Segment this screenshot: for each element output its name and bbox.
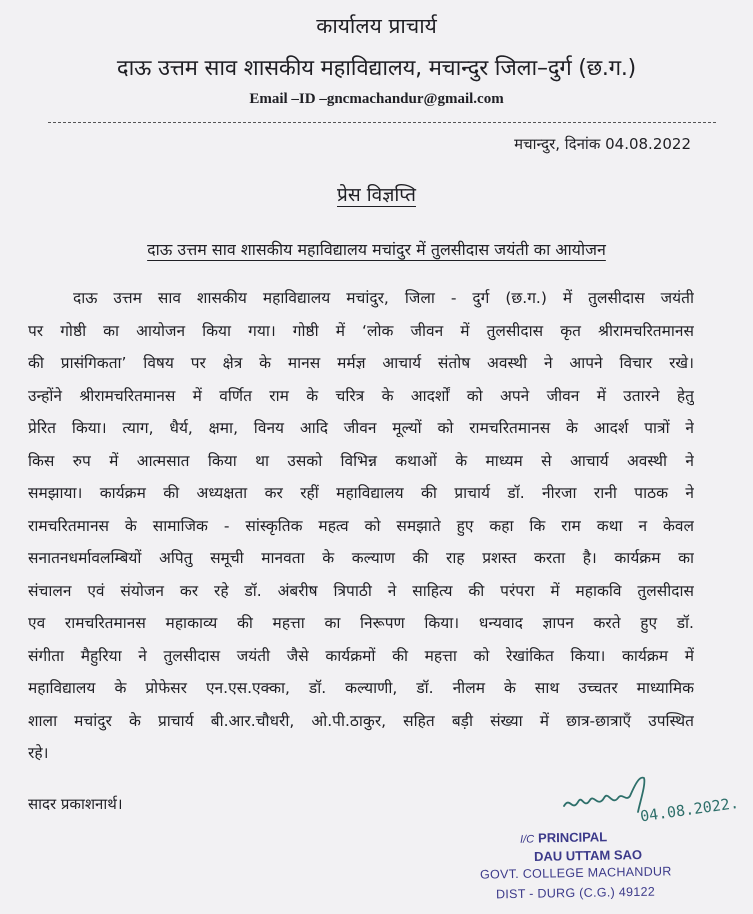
stamp-district: DIST - DURG (C.G.) 49122 — [495, 884, 656, 902]
body-paragraph — [28, 282, 694, 770]
email-line: Email –ID –gncmachandur@gmail.com — [249, 91, 504, 107]
body-line: प्रेरित किया। त्याग, धैर्य, क्षमा, विनय आदि जीवन मूल्यों को रामचरितमानस के आदर्श पात्रों ने — [28, 419, 694, 437]
body-line: पर गोष्ठी का आयोजन किया गया। गोष्ठी में ‘लोक जीवन में तुलसीदास कृत श्रीरामचरितमानस — [28, 321, 694, 340]
stamp-name: DAU UTTAM SAO — [533, 847, 643, 864]
body-line: सनातनधर्मावलम्बियों अपितु समूची मानवता के कल्याण की राह प्रशस्त करता है। कार्यक्रम का — [28, 549, 694, 567]
body-line: की प्रासंगिकता’ विषय पर क्षेत्र के मानस मर्मज्ञ आचार्य संतोष अवस्थी ने आपने विचार रखे। — [28, 354, 694, 372]
stamp-role — [520, 829, 607, 846]
stamp-prefix: I/C — [519, 833, 535, 846]
closing-line: सादर प्रकाशनार्थ। — [28, 795, 123, 813]
header-divider — [48, 122, 716, 123]
body-line: शाला मचांदुर के प्राचार्य बी.आर.चौधरी, ओ.पी.ठाकुर, सहित बड़ी संख्या में छात्र-छात्राएँ उपस्थित — [28, 711, 694, 730]
body-line: संगीता मैहुरिया ने तुलसीदास जयंती जैसे कार्यक्रमों की महत्ता को रेखांकित किया। कार्यक्रम में — [28, 646, 694, 665]
stamp-role-text: PRINCIPAL — [537, 829, 608, 846]
signature-date: 04.08.2022. — [638, 793, 740, 826]
body-line: एव रामचरितमानस महाकाव्य की महत्ता का निरूपण किया। धन्यवाद ज्ञापन करते हुए डॉ. — [28, 614, 694, 632]
body-line: रहे। — [28, 744, 49, 762]
body-line: उन्होंने श्रीरामचरितमानस में वर्णित राम के चरित्र के आदर्शों को अपने जीवन में उतारने हेतु — [28, 386, 694, 405]
body-line: महाविद्यालय के प्रोफेसर एन.एस.एक्का, डॉ. कल्याणी, डॉ. नीलम के साथ उच्चतर माध्यामिक — [28, 679, 694, 697]
college-name: दाऊ उत्तम साव शासकीय महाविद्यालय, मचान्दुर जिला–दुर्ग (छ.ग.) — [116, 56, 637, 81]
body-line: दाऊ उत्तम साव शासकीय महाविद्यालय मचांदुर, जिला - दुर्ग (छ.ग.) में तुलसीदास जयंती — [73, 289, 694, 307]
place-date: मचान्दुर, दिनांक 04.08.2022 — [514, 135, 691, 153]
stamp-college: GOVT. COLLEGE MACHANDUR — [479, 864, 672, 882]
office-title: कार्यालय प्राचार्य — [316, 14, 437, 38]
body-line: रामचरितमानस के सामाजिक - सांस्कृतिक महत्व को समझाते हुए कहा कि राम कथा न केवल — [28, 516, 694, 535]
body-line: किस रुप में आत्मसात किया था उसको विभिन्न कथाओं के माध्यम से आचार्य अवस्थी ने — [28, 451, 694, 470]
body-line: संचालन एवं संयोजन कर रहे डॉ. अंबरीष त्रिपाठी ने साहित्य की परंपरा में महाकवि तुलसीदास — [28, 581, 694, 600]
signature-scribble — [564, 778, 644, 812]
subject-line: दाऊ उत्तम साव शासकीय महाविद्यालय मचांदुर में तुलसीदास जयंती का आयोजन — [147, 240, 606, 259]
body-line: समझाया। कार्यक्रम की अध्यक्षता कर रहीं महाविद्यालय की प्राचार्य डॉ. नीरजा रानी पाठक ने — [28, 484, 694, 502]
press-release-heading: प्रेस विज्ञप्ति — [337, 184, 416, 206]
principal-signature — [560, 772, 750, 832]
